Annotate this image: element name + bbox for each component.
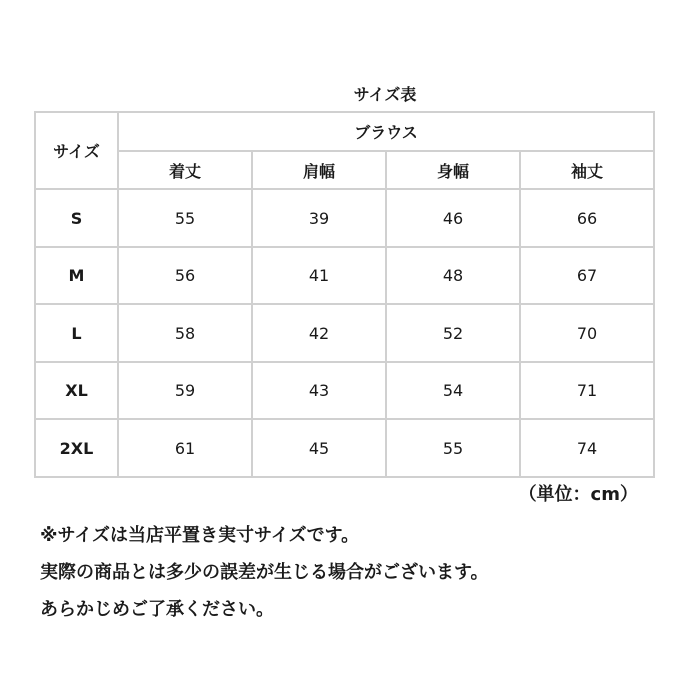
table-cell: 43 — [252, 362, 386, 419]
page-title: サイズ表 — [353, 85, 417, 104]
table-cell: 48 — [386, 247, 520, 304]
table-cell: 39 — [252, 189, 386, 247]
unit-label: （単位：cm） — [518, 484, 638, 505]
header-row-columns — [35, 151, 654, 189]
table-cell: 61 — [118, 419, 252, 477]
note-line: あらかじめご了承ください。 — [40, 599, 274, 620]
column-header-width: 身幅 — [386, 151, 520, 189]
table-cell: 41 — [252, 247, 386, 304]
table-cell: 70 — [520, 304, 654, 362]
row-size-label: L — [35, 304, 118, 362]
table-cell: 56 — [118, 247, 252, 304]
table-row — [35, 247, 654, 304]
row-size-label: XL — [35, 362, 118, 419]
table-cell: 42 — [252, 304, 386, 362]
table-cell: 46 — [386, 189, 520, 247]
table-cell: 66 — [520, 189, 654, 247]
note-line: 実際の商品とは多少の誤差が生じる場合がございます。 — [40, 562, 489, 583]
table-row — [35, 304, 654, 362]
size-table — [34, 111, 655, 478]
column-header-sleeve: 袖丈 — [520, 151, 654, 189]
table-cell: 45 — [252, 419, 386, 477]
table-cell: 55 — [118, 189, 252, 247]
table-row — [35, 362, 654, 419]
table-cell: 71 — [520, 362, 654, 419]
row-size-label: S — [35, 189, 118, 247]
table-cell: 55 — [386, 419, 520, 477]
table-cell: 74 — [520, 419, 654, 477]
column-header-length: 着丈 — [118, 151, 252, 189]
table-cell: 67 — [520, 247, 654, 304]
table-cell: 52 — [386, 304, 520, 362]
notes — [40, 517, 489, 628]
table-cell: 59 — [118, 362, 252, 419]
blouse-group-header: ブラウス — [118, 112, 654, 151]
size-column-header: サイズ — [35, 112, 118, 189]
note-line: ※サイズは当店平置き実寸サイズです。 — [40, 525, 360, 546]
row-size-label: 2XL — [35, 419, 118, 477]
header-row-group — [35, 112, 654, 151]
row-size-label: M — [35, 247, 118, 304]
column-header-shoulder: 肩幅 — [252, 151, 386, 189]
table-row — [35, 189, 654, 247]
table-row — [35, 419, 654, 477]
table-cell: 54 — [386, 362, 520, 419]
table-cell: 58 — [118, 304, 252, 362]
